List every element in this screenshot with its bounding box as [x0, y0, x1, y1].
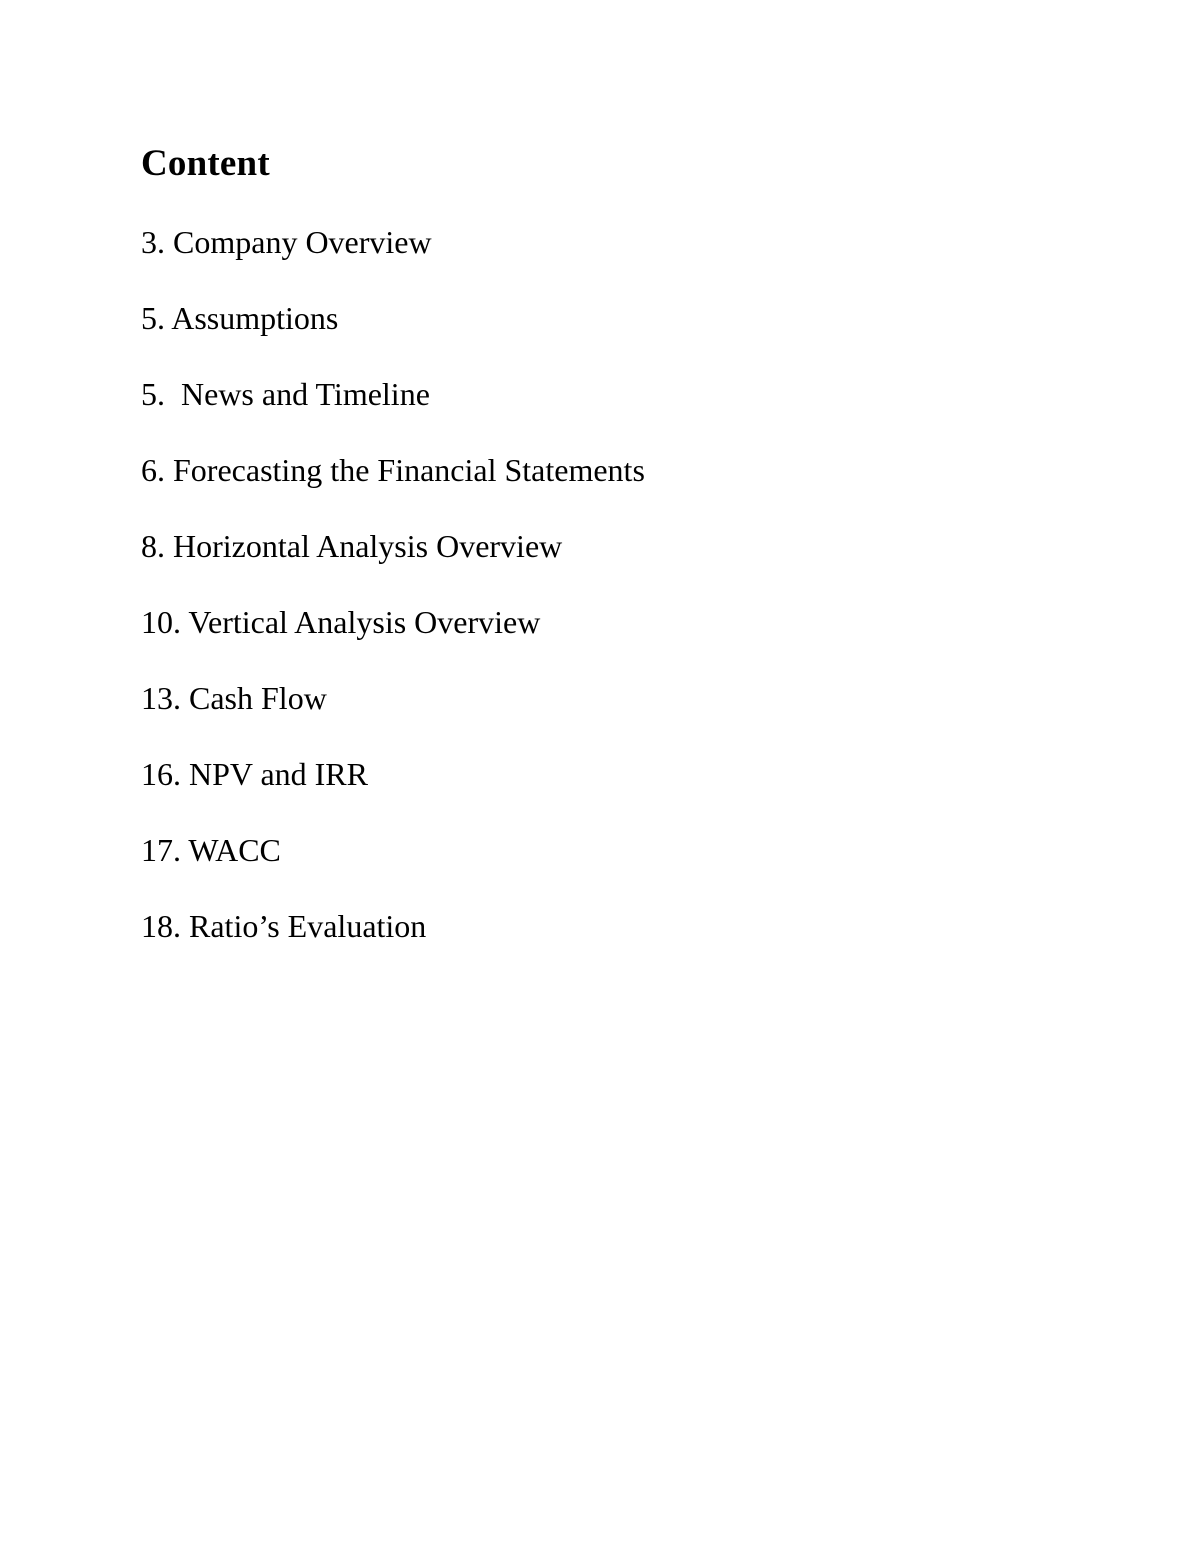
toc-item-vertical-analysis: 10. Vertical Analysis Overview: [141, 604, 541, 640]
table-of-contents: [141, 140, 1041, 944]
toc-list: [141, 218, 645, 978]
toc-item-news-and-timeline: 5. News and Timeline: [141, 376, 430, 412]
toc-item-ratios-evaluation: 18. Ratio’s Evaluation: [141, 908, 427, 944]
toc-item-horizontal-analysis: 8. Horizontal Analysis Overview: [141, 528, 563, 564]
toc-item-cash-flow: 13. Cash Flow: [141, 680, 327, 716]
toc-item-npv-and-irr: 16. NPV and IRR: [141, 756, 368, 792]
toc-item-assumptions: 5. Assumptions: [141, 300, 339, 336]
toc-item-forecasting: 6. Forecasting the Financial Statements: [141, 452, 645, 488]
toc-item-company-overview: 3. Company Overview: [141, 224, 432, 260]
toc-title: Content: [141, 143, 270, 184]
toc-item-wacc: 17. WACC: [141, 832, 281, 868]
